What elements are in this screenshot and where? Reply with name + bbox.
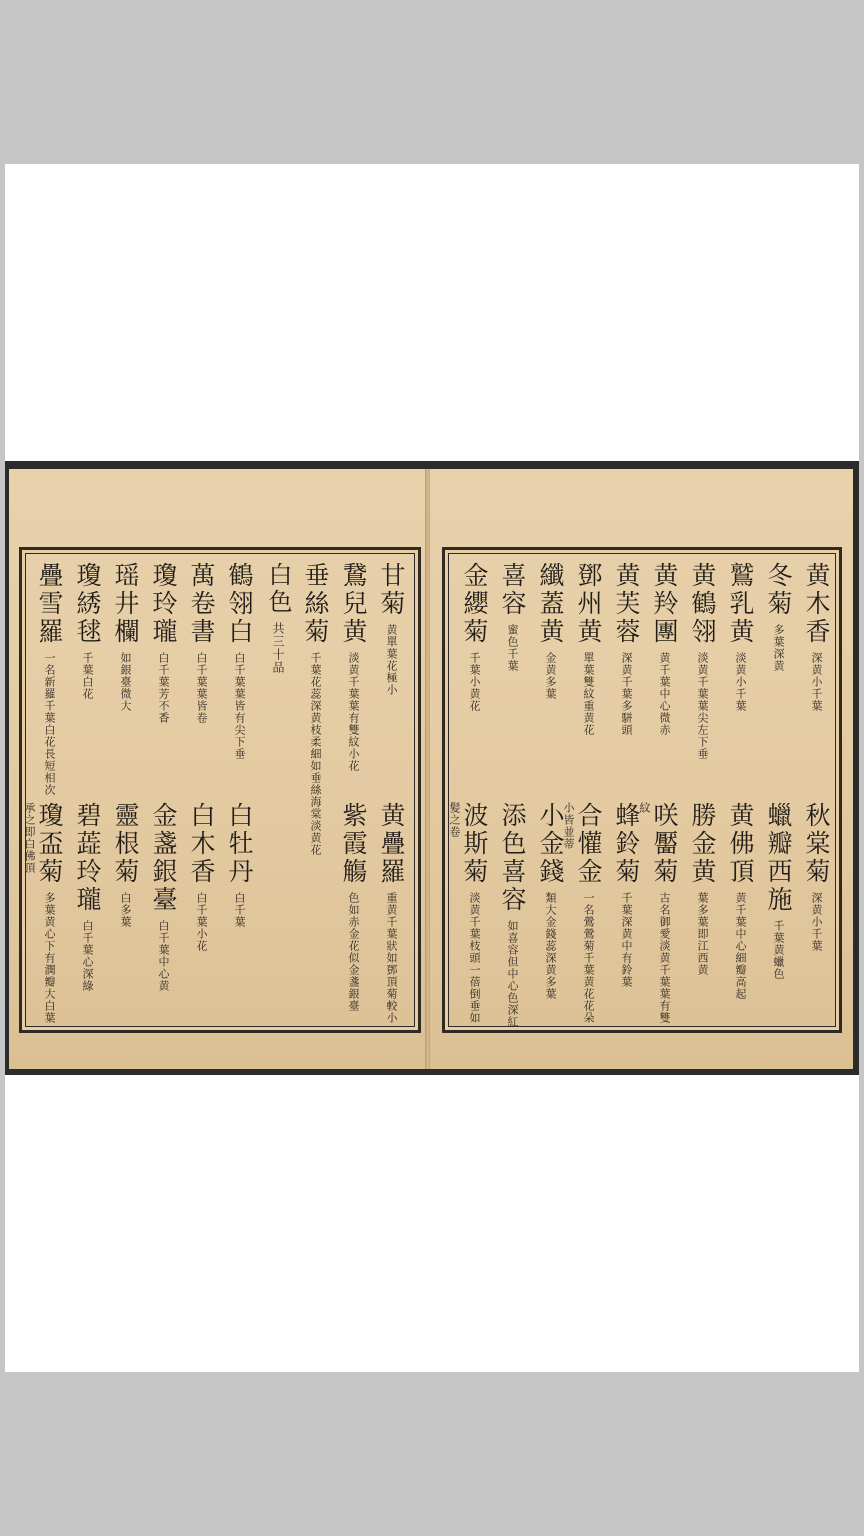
entry-column: 蠟瓣西施千葉黄蠟色	[764, 802, 793, 980]
entry-column: 碧蕋玲瓏白千葉心深綠	[73, 802, 102, 992]
entry-column: 勝金黄葉多葉即江西黄	[688, 802, 717, 976]
entry-column: 黄木香深黄小千葉	[802, 562, 831, 712]
entry-column: 鵞兒黄淡黄千葉葉有雙紋小花	[339, 562, 368, 772]
section-heading: 白色共三十品	[264, 562, 292, 674]
entry-column: 瓊盃菊多葉黄心下有潤瓣大白葉承之即白佛頂	[23, 802, 64, 1024]
entry-column: 黄鶴翎淡黄千葉葉尖左下垂	[688, 562, 717, 760]
entry-column: 小金錢類大金錢蕊深黄多葉	[536, 802, 565, 1000]
entry-column: 瓊玲瓏白千葉芳不香	[149, 562, 178, 724]
entry-column: 合懽金一名鶯鶯菊千葉黄花花朵小皆並蒂	[562, 802, 603, 1024]
entry-column: 蜂鈴菊千葉深黄中有鈴葉	[612, 802, 641, 988]
entry-column: 鷲乳黄淡黄小千葉	[726, 562, 755, 712]
entry-column: 冬菊多葉深黄	[764, 562, 793, 672]
entry-column: 黄佛頂黄千葉中心細瓣高起	[726, 802, 755, 1000]
entry-column: 瓊綉毬千葉白花	[73, 562, 102, 700]
entry-column: 萬卷書白千葉葉皆卷	[187, 562, 216, 724]
entry-column: 紫霞觴色如赤金花似金盞銀臺	[339, 802, 368, 1012]
entry-column: 添色喜容如喜容但中心色深紅	[498, 802, 527, 1028]
entry-column: 瑶井欄如銀臺微大	[111, 562, 140, 712]
entry-column: 喜容蜜色千葉	[498, 562, 527, 672]
entry-column: 白牡丹白千葉	[225, 802, 254, 928]
entry-column: 秋棠菊深黄小千葉	[802, 802, 831, 952]
entry-column: 金纓菊千葉小黄花	[460, 562, 489, 712]
entry-column: 鶴翎白白千葉葉皆有尖下垂	[225, 562, 254, 760]
entry-column: 甘菊黄單葉花極小	[377, 562, 406, 696]
entry-column: 靈根菊白多葉	[111, 802, 140, 928]
right-page-border	[442, 547, 842, 1033]
entry-column: 黄疊羅重黄千葉狀如鄧頂菊較小	[377, 802, 406, 1024]
entry-column: 波斯菊淡黄千葉枝頭一蓓倒垂如髪之卷	[448, 802, 489, 1024]
book-scan	[5, 461, 859, 1075]
entry-column: 鄧州黄單葉雙紋重黄花	[574, 562, 603, 736]
entry-column: 黄芙蓉深黄千葉多駢頭	[612, 562, 641, 736]
entry-column: 纖蓋黄金黄多葉	[536, 562, 565, 700]
left-page-border	[19, 547, 421, 1033]
left-page	[9, 469, 427, 1069]
entry-column: 垂絲菊千葉花蕊深黄枝柔細如垂絲海棠淡黄花	[301, 562, 330, 856]
entry-column: 黄羚團黄千葉中心微赤	[650, 562, 679, 736]
right-page	[430, 469, 853, 1069]
entry-column: 咲靨菊古名御愛淡黄千葉葉有雙紋	[638, 802, 679, 1024]
entry-column: 金盞銀臺白千葉中心黄	[149, 802, 178, 992]
entry-column: 白木香白千葉小花	[187, 802, 216, 952]
entry-column: 疊雪羅一名新羅千葉白花長短相次	[35, 562, 64, 796]
